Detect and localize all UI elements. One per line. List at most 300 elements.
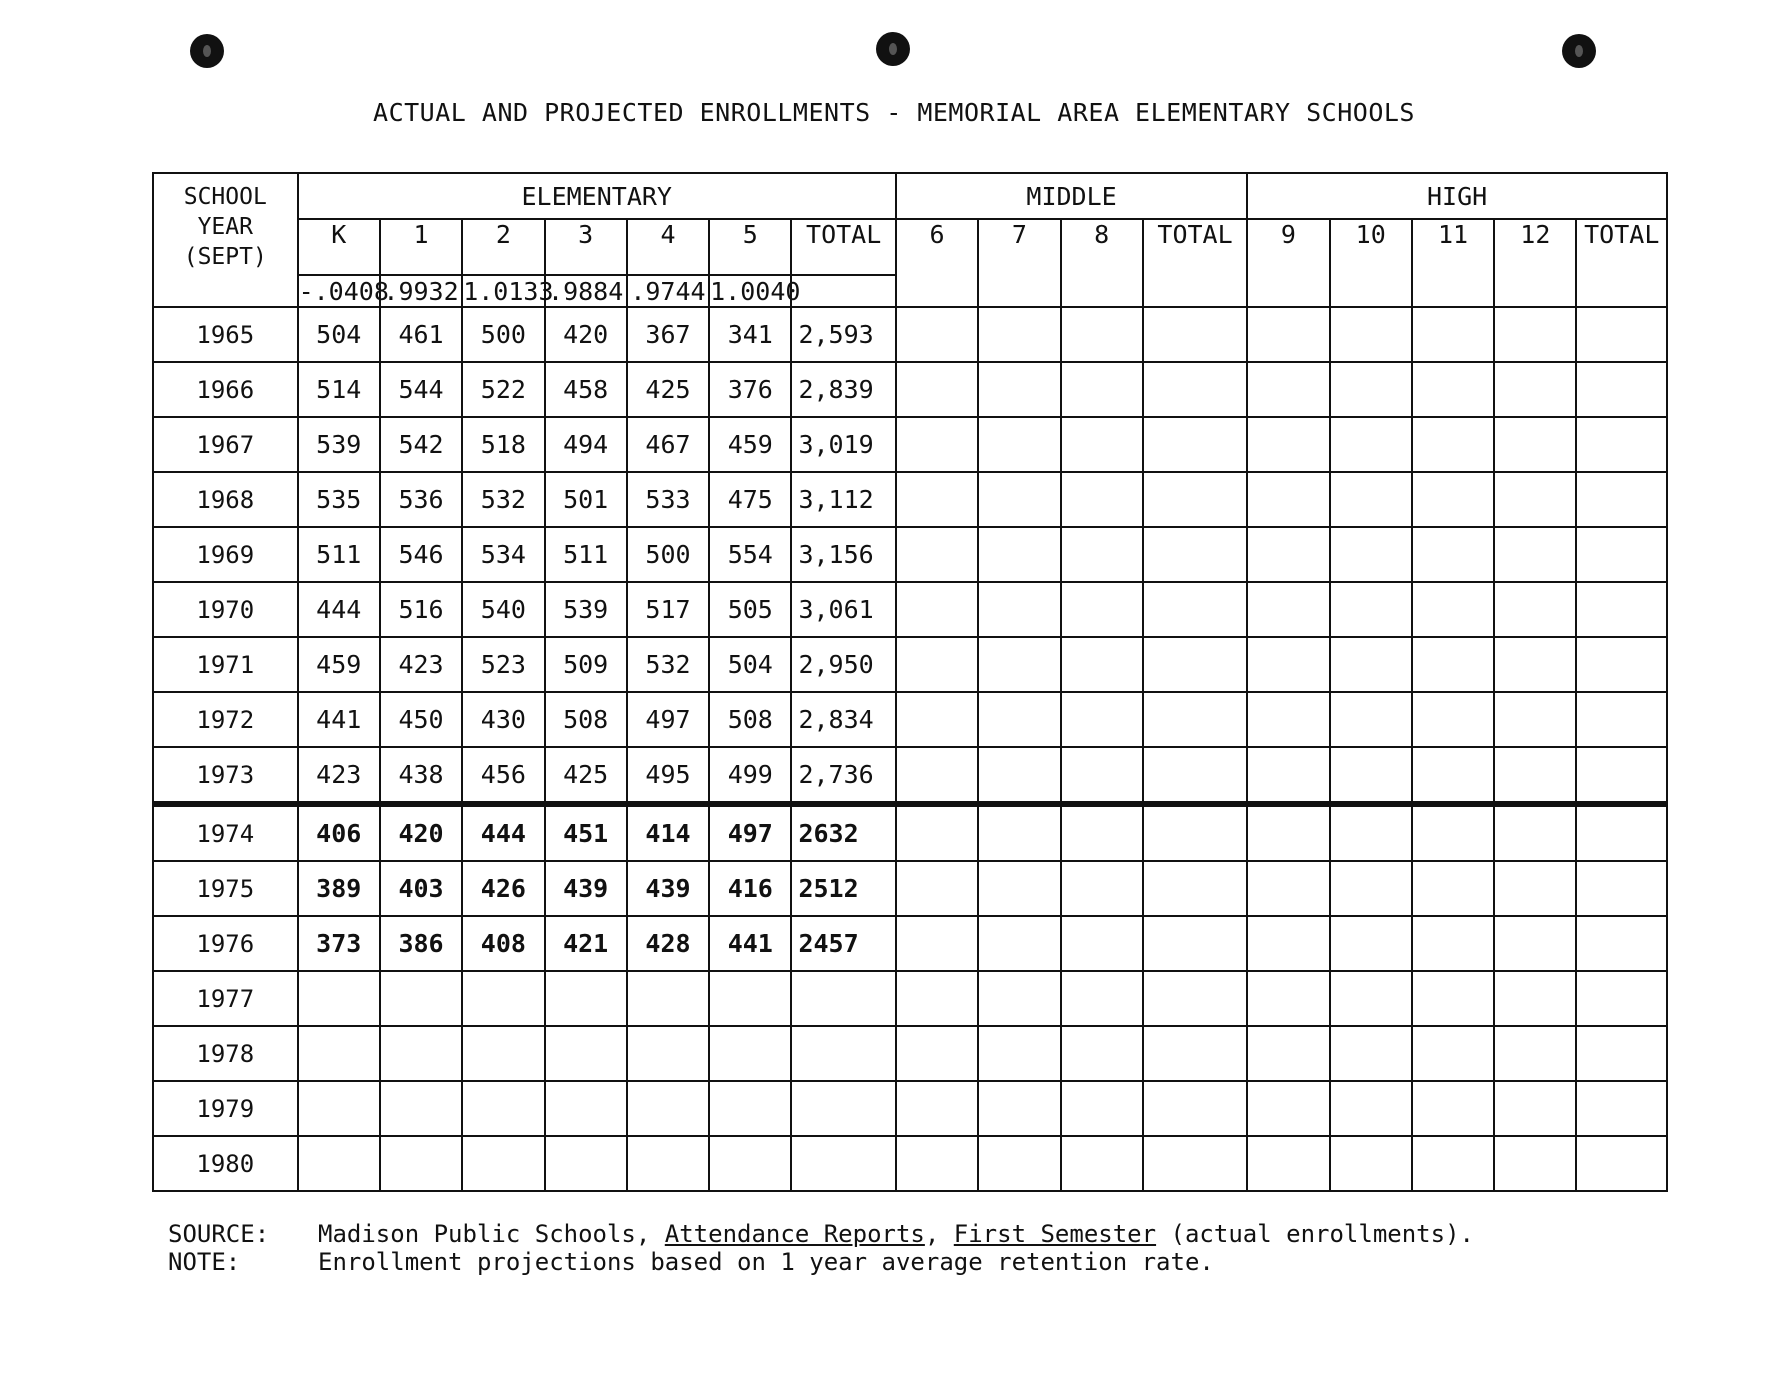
table-row <box>153 971 1667 1026</box>
empty-cell <box>1412 527 1494 582</box>
table-row <box>153 417 1667 472</box>
empty-cell <box>1143 692 1247 747</box>
col-header-7: 7 <box>978 219 1060 307</box>
grade-g2-cell: 523 <box>462 637 544 692</box>
empty-cell <box>1143 582 1247 637</box>
empty-cell <box>1494 637 1576 692</box>
grade-g3-cell: 458 <box>545 362 627 417</box>
year-cell: 1967 <box>153 417 298 472</box>
empty-cell <box>1412 916 1494 971</box>
retention-rate-3: .9884 <box>545 275 627 307</box>
page-title: ACTUAL AND PROJECTED ENROLLMENTS - MEMORIAL AREA ELEMENTARY SCHOOLS <box>373 98 1415 127</box>
col-header-8: 8 <box>1061 219 1143 307</box>
empty-cell <box>1061 307 1143 362</box>
grade-g5-cell: 376 <box>709 362 791 417</box>
col-header-middle-total: TOTAL <box>1143 219 1247 307</box>
grade-k-cell: 504 <box>298 307 380 362</box>
grade-g2-cell: 408 <box>462 916 544 971</box>
source-link-first-semester: First Semester <box>953 1220 1157 1248</box>
high-group-header: HIGH <box>1247 173 1667 219</box>
empty-cell <box>1330 1081 1412 1136</box>
empty-cell <box>896 582 978 637</box>
empty-cell <box>978 472 1060 527</box>
retention-rate-2: 1.0133 <box>463 276 554 306</box>
binder-hole-center <box>876 32 910 66</box>
footer-notes <box>168 1220 1474 1276</box>
empty-cell <box>978 861 1060 916</box>
empty-cell <box>978 417 1060 472</box>
grade-g4-cell: 367 <box>627 307 709 362</box>
empty-cell <box>896 971 978 1026</box>
grade-g5-cell: 475 <box>709 472 791 527</box>
empty-cell <box>1143 971 1247 1026</box>
grade-k-cell: 444 <box>298 582 380 637</box>
empty-cell <box>1061 1081 1143 1136</box>
empty-cell <box>1576 1081 1667 1136</box>
empty-cell <box>1247 1026 1329 1081</box>
table-row <box>153 1026 1667 1081</box>
retention-rate-4: .9744 <box>627 275 709 307</box>
empty-cell <box>896 804 978 861</box>
empty-cell <box>896 307 978 362</box>
table-row <box>153 637 1667 692</box>
grade-g1-cell <box>380 971 462 1026</box>
grade-g1-cell: 450 <box>380 692 462 747</box>
col-header-9: 9 <box>1247 219 1329 307</box>
empty-cell <box>1576 971 1667 1026</box>
empty-cell <box>1412 417 1494 472</box>
empty-cell <box>978 971 1060 1026</box>
note-line <box>168 1248 1474 1276</box>
empty-cell <box>1494 1136 1576 1191</box>
empty-cell <box>896 747 978 804</box>
school-year-header: SCHOOL YEAR (SEPT) <box>153 173 298 307</box>
grade-g3-cell <box>545 1081 627 1136</box>
empty-cell <box>1061 916 1143 971</box>
empty-cell <box>1494 747 1576 804</box>
empty-cell <box>1494 804 1576 861</box>
grade-g2-cell: 500 <box>462 307 544 362</box>
elementary-total-cell <box>791 1026 895 1081</box>
empty-cell <box>1576 1136 1667 1191</box>
grade-g4-cell: 428 <box>627 916 709 971</box>
empty-cell <box>1494 417 1576 472</box>
grade-g4-cell <box>627 1081 709 1136</box>
grade-g5-cell: 508 <box>709 692 791 747</box>
empty-cell <box>1061 527 1143 582</box>
empty-cell <box>1247 472 1329 527</box>
empty-cell <box>1247 804 1329 861</box>
grade-g1-cell: 542 <box>380 417 462 472</box>
year-cell: 1969 <box>153 527 298 582</box>
empty-cell <box>1061 472 1143 527</box>
grade-g1-cell: 438 <box>380 747 462 804</box>
empty-cell <box>1061 1026 1143 1081</box>
grade-g1-cell: 386 <box>380 916 462 971</box>
empty-cell <box>978 1026 1060 1081</box>
grade-g2-cell: 540 <box>462 582 544 637</box>
empty-cell <box>1143 747 1247 804</box>
empty-cell <box>1143 1136 1247 1191</box>
empty-cell <box>1576 1026 1667 1081</box>
grade-g4-cell: 497 <box>627 692 709 747</box>
empty-cell <box>896 692 978 747</box>
grade-g2-cell: 430 <box>462 692 544 747</box>
empty-cell <box>1494 582 1576 637</box>
year-cell: 1973 <box>153 747 298 804</box>
empty-cell <box>1330 417 1412 472</box>
grade-g2-cell: 532 <box>462 472 544 527</box>
col-header-12: 12 <box>1494 219 1576 307</box>
empty-cell <box>1412 1026 1494 1081</box>
empty-cell <box>1330 362 1412 417</box>
grade-g3-cell <box>545 1026 627 1081</box>
empty-cell <box>896 916 978 971</box>
empty-cell <box>1576 804 1667 861</box>
grade-k-cell: 535 <box>298 472 380 527</box>
empty-cell <box>1247 582 1329 637</box>
col-header-3: 3 <box>545 219 627 275</box>
grade-k-cell: 389 <box>298 861 380 916</box>
grade-g4-cell <box>627 1026 709 1081</box>
empty-cell <box>1061 747 1143 804</box>
source-line <box>168 1220 1474 1248</box>
empty-cell <box>1412 637 1494 692</box>
empty-cell <box>896 362 978 417</box>
empty-cell <box>1330 527 1412 582</box>
source-text-sep: , <box>924 1220 954 1248</box>
elementary-total-cell: 3,112 <box>791 472 895 527</box>
table-row <box>153 1081 1667 1136</box>
grade-g3-cell: 494 <box>545 417 627 472</box>
elementary-total-cell: 2,839 <box>791 362 895 417</box>
empty-cell <box>978 804 1060 861</box>
grade-k-cell: 441 <box>298 692 380 747</box>
empty-cell <box>1247 417 1329 472</box>
empty-cell <box>1330 861 1412 916</box>
grade-k-cell <box>298 1026 380 1081</box>
grade-g3-cell: 539 <box>545 582 627 637</box>
empty-cell <box>1494 472 1576 527</box>
grade-g2-cell <box>462 1136 544 1191</box>
source-text <box>318 1220 1474 1248</box>
empty-cell <box>1330 916 1412 971</box>
note-text: Enrollment projections based on 1 year average retention rate. <box>318 1248 1214 1276</box>
grade-g3-cell: 508 <box>545 692 627 747</box>
elementary-total-cell: 2,593 <box>791 307 895 362</box>
year-cell: 1966 <box>153 362 298 417</box>
elementary-total-cell: 2457 <box>791 916 895 971</box>
grade-g3-cell: 421 <box>545 916 627 971</box>
grade-g4-cell: 467 <box>627 417 709 472</box>
table-row <box>153 804 1667 861</box>
grade-g1-cell: 461 <box>380 307 462 362</box>
empty-cell <box>1143 417 1247 472</box>
empty-cell <box>1061 1136 1143 1191</box>
elementary-total-cell: 2512 <box>791 861 895 916</box>
empty-cell <box>1494 861 1576 916</box>
elementary-total-cell: 2632 <box>791 804 895 861</box>
empty-cell <box>1494 1026 1576 1081</box>
grade-g2-cell: 456 <box>462 747 544 804</box>
empty-cell <box>896 527 978 582</box>
grade-k-cell <box>298 971 380 1026</box>
year-cell: 1978 <box>153 1026 298 1081</box>
empty-cell <box>896 1026 978 1081</box>
empty-cell <box>978 527 1060 582</box>
grade-g1-cell <box>380 1026 462 1081</box>
grade-g3-cell: 420 <box>545 307 627 362</box>
elementary-total-cell: 2,950 <box>791 637 895 692</box>
elementary-total-cell <box>791 1081 895 1136</box>
elementary-total-cell: 2,736 <box>791 747 895 804</box>
table-row <box>153 362 1667 417</box>
grade-k-cell: 514 <box>298 362 380 417</box>
year-cell: 1970 <box>153 582 298 637</box>
grade-g5-cell: 459 <box>709 417 791 472</box>
grade-g1-cell <box>380 1136 462 1191</box>
empty-cell <box>1576 417 1667 472</box>
empty-cell <box>1143 861 1247 916</box>
note-label: NOTE: <box>168 1248 241 1276</box>
empty-cell <box>1143 527 1247 582</box>
empty-cell <box>1412 472 1494 527</box>
grade-g3-cell: 451 <box>545 804 627 861</box>
grade-g4-cell: 500 <box>627 527 709 582</box>
grade-g3-cell <box>545 971 627 1026</box>
col-header-2: 2 <box>462 219 544 275</box>
empty-cell <box>896 1081 978 1136</box>
empty-cell <box>1412 747 1494 804</box>
grade-g1-cell: 536 <box>380 472 462 527</box>
grade-g3-cell: 511 <box>545 527 627 582</box>
empty-cell <box>1247 527 1329 582</box>
empty-cell <box>1247 692 1329 747</box>
year-cell: 1974 <box>153 804 298 861</box>
grade-g3-cell: 509 <box>545 637 627 692</box>
empty-cell <box>1576 861 1667 916</box>
grade-g4-cell: 425 <box>627 362 709 417</box>
grade-g5-cell <box>709 1136 791 1191</box>
grade-g3-cell <box>545 1136 627 1191</box>
elementary-total-cell: 3,061 <box>791 582 895 637</box>
empty-cell <box>1247 971 1329 1026</box>
grade-g2-cell: 426 <box>462 861 544 916</box>
grade-k-cell: 373 <box>298 916 380 971</box>
grade-k-cell: 423 <box>298 747 380 804</box>
empty-cell <box>1494 527 1576 582</box>
empty-cell <box>896 1136 978 1191</box>
grade-g3-cell: 439 <box>545 861 627 916</box>
grade-g4-cell <box>627 971 709 1026</box>
empty-cell <box>1247 637 1329 692</box>
empty-cell <box>1494 971 1576 1026</box>
empty-cell <box>896 417 978 472</box>
grade-g1-cell: 403 <box>380 861 462 916</box>
empty-cell <box>1330 747 1412 804</box>
empty-cell <box>1412 971 1494 1026</box>
empty-cell <box>1412 362 1494 417</box>
col-header-10: 10 <box>1330 219 1412 307</box>
grade-g2-cell: 444 <box>462 804 544 861</box>
retention-rate-5: 1.0040 <box>710 276 801 306</box>
grade-g5-cell <box>709 1026 791 1081</box>
grade-g1-cell: 420 <box>380 804 462 861</box>
table-row <box>153 527 1667 582</box>
retention-rate-k: -.0408 <box>298 276 389 306</box>
elementary-total-cell: 3,156 <box>791 527 895 582</box>
empty-cell <box>1330 1026 1412 1081</box>
grade-g5-cell: 504 <box>709 637 791 692</box>
empty-cell <box>1576 692 1667 747</box>
source-text-part: Madison Public Schools, <box>318 1220 665 1248</box>
empty-cell <box>1576 916 1667 971</box>
empty-cell <box>1576 307 1667 362</box>
grade-g2-cell <box>462 1026 544 1081</box>
empty-cell <box>1412 861 1494 916</box>
elementary-total-cell <box>791 1136 895 1191</box>
year-cell: 1965 <box>153 307 298 362</box>
retention-rate-1: .9932 <box>380 275 462 307</box>
empty-cell <box>978 1136 1060 1191</box>
empty-cell <box>1061 692 1143 747</box>
empty-cell <box>978 362 1060 417</box>
grade-k-cell <box>298 1136 380 1191</box>
empty-cell <box>978 692 1060 747</box>
empty-cell <box>896 472 978 527</box>
grade-g5-cell <box>709 971 791 1026</box>
empty-cell <box>896 861 978 916</box>
retention-rate-total-empty <box>791 275 895 307</box>
col-header-6: 6 <box>896 219 978 307</box>
empty-cell <box>1412 1136 1494 1191</box>
col-header-11: 11 <box>1412 219 1494 307</box>
table-row <box>153 472 1667 527</box>
empty-cell <box>1247 747 1329 804</box>
empty-cell <box>1061 861 1143 916</box>
table-row <box>153 1136 1667 1191</box>
empty-cell <box>978 916 1060 971</box>
grade-k-cell <box>298 1081 380 1136</box>
empty-cell <box>1143 1026 1247 1081</box>
empty-cell <box>1576 582 1667 637</box>
grade-g5-cell: 554 <box>709 527 791 582</box>
grade-g4-cell: 517 <box>627 582 709 637</box>
col-header-4: 4 <box>627 219 709 275</box>
elementary-total-cell <box>791 971 895 1026</box>
empty-cell <box>1412 1081 1494 1136</box>
empty-cell <box>1576 472 1667 527</box>
empty-cell <box>1330 804 1412 861</box>
empty-cell <box>1061 637 1143 692</box>
empty-cell <box>1143 307 1247 362</box>
empty-cell <box>1247 362 1329 417</box>
empty-cell <box>1330 1136 1412 1191</box>
grade-g4-cell: 439 <box>627 861 709 916</box>
col-header-k: K <box>298 219 380 275</box>
empty-cell <box>1494 1081 1576 1136</box>
grade-g5-cell: 441 <box>709 916 791 971</box>
col-header-high-total: TOTAL <box>1576 219 1667 307</box>
empty-cell <box>1143 1081 1247 1136</box>
empty-cell <box>1576 637 1667 692</box>
grade-g4-cell: 495 <box>627 747 709 804</box>
empty-cell <box>896 637 978 692</box>
year-cell: 1971 <box>153 637 298 692</box>
source-link-attendance-reports: Attendance Reports <box>664 1220 925 1248</box>
elementary-group-header: ELEMENTARY <box>298 173 896 219</box>
empty-cell <box>1061 582 1143 637</box>
empty-cell <box>1061 804 1143 861</box>
empty-cell <box>1494 692 1576 747</box>
empty-cell <box>978 582 1060 637</box>
source-label: SOURCE: <box>168 1220 270 1248</box>
grade-g5-cell: 505 <box>709 582 791 637</box>
middle-group-header: MIDDLE <box>896 173 1247 219</box>
year-cell: 1975 <box>153 861 298 916</box>
grade-g2-cell <box>462 971 544 1026</box>
elementary-total-cell: 3,019 <box>791 417 895 472</box>
grade-g5-cell <box>709 1081 791 1136</box>
empty-cell <box>1061 362 1143 417</box>
year-cell: 1968 <box>153 472 298 527</box>
binder-hole-left <box>190 34 224 68</box>
binder-hole-right <box>1562 34 1596 68</box>
enrollment-rows <box>153 307 1667 1191</box>
empty-cell <box>1494 307 1576 362</box>
empty-cell <box>1412 804 1494 861</box>
empty-cell <box>1576 362 1667 417</box>
grade-g1-cell <box>380 1081 462 1136</box>
empty-cell <box>1143 637 1247 692</box>
grade-g3-cell: 501 <box>545 472 627 527</box>
table-row <box>153 307 1667 362</box>
grade-k-cell: 539 <box>298 417 380 472</box>
grade-g5-cell: 499 <box>709 747 791 804</box>
empty-cell <box>1247 307 1329 362</box>
grade-g5-cell: 497 <box>709 804 791 861</box>
empty-cell <box>1247 916 1329 971</box>
empty-cell <box>1576 527 1667 582</box>
empty-cell <box>1494 916 1576 971</box>
empty-cell <box>1143 804 1247 861</box>
empty-cell <box>1494 362 1576 417</box>
empty-cell <box>1412 692 1494 747</box>
year-cell: 1980 <box>153 1136 298 1191</box>
grade-g2-cell: 522 <box>462 362 544 417</box>
empty-cell <box>1247 1081 1329 1136</box>
empty-cell <box>1330 692 1412 747</box>
source-text-tail: (actual enrollments). <box>1156 1220 1474 1248</box>
grade-k-cell: 406 <box>298 804 380 861</box>
empty-cell <box>1143 362 1247 417</box>
empty-cell <box>1330 472 1412 527</box>
grade-g1-cell: 544 <box>380 362 462 417</box>
grade-g4-cell: 533 <box>627 472 709 527</box>
grade-k-cell: 511 <box>298 527 380 582</box>
empty-cell <box>978 1081 1060 1136</box>
year-cell: 1977 <box>153 971 298 1026</box>
empty-cell <box>1143 916 1247 971</box>
grade-g1-cell: 546 <box>380 527 462 582</box>
empty-cell <box>1143 472 1247 527</box>
empty-cell <box>978 747 1060 804</box>
empty-cell <box>1576 747 1667 804</box>
grade-g1-cell: 516 <box>380 582 462 637</box>
elementary-total-cell: 2,834 <box>791 692 895 747</box>
empty-cell <box>1247 1136 1329 1191</box>
table-row <box>153 861 1667 916</box>
